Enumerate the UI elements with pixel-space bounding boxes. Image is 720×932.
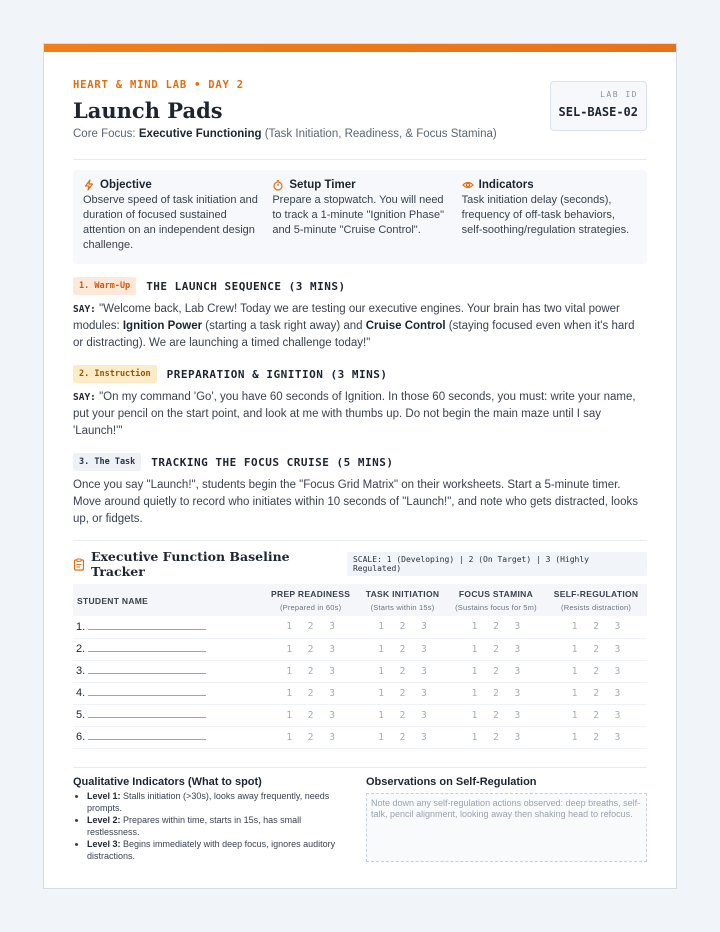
student-name-cell[interactable] <box>73 660 263 682</box>
objective-body: Observe speed of task initiation and duration of focused sustained attention on an independent design challenge. <box>83 194 258 251</box>
observations <box>366 776 647 863</box>
section-warm-up <box>73 277 647 352</box>
scale-legend: SCALE: 1 (Developing) | 2 (On Target) | 3 (Highly Regulated) <box>347 552 647 576</box>
section-text <box>73 301 647 352</box>
student-name-cell[interactable] <box>73 726 263 748</box>
section-instruction <box>73 365 647 440</box>
objective-card <box>83 179 258 255</box>
bold-run: Cruise Control <box>365 320 446 332</box>
kicker: HEART & MIND LAB • DAY 2 <box>73 79 244 91</box>
student-name-cell[interactable] <box>73 616 263 638</box>
score-cell[interactable]: 1 2 3 <box>358 638 447 660</box>
tracker-title: Executive Function Baseline Tracker <box>90 549 290 579</box>
score-cell[interactable]: 1 2 3 <box>545 704 647 726</box>
list-item <box>87 839 350 862</box>
score-cell[interactable]: 1 2 3 <box>263 682 358 704</box>
indicators-card <box>462 179 637 255</box>
score-cell[interactable]: 1 2 3 <box>447 660 545 682</box>
student-name-cell[interactable] <box>73 682 263 704</box>
info-panel <box>73 170 647 264</box>
section-title: TRACKING THE FOCUS CRUISE (5 MINS) <box>151 455 394 469</box>
level-text: Prepares within time, starts in 15s, has small restlessness. <box>87 815 302 837</box>
score-cell[interactable]: 1 2 3 <box>358 704 447 726</box>
observations-title: Observations on Self-Regulation <box>366 776 537 788</box>
column-header <box>545 584 647 616</box>
divider <box>73 540 647 541</box>
qualitative-title: Qualitative Indicators (What to spot) <box>73 776 262 788</box>
name-line[interactable] <box>88 665 206 674</box>
core-bold: Executive Functioning <box>138 128 262 140</box>
indicator-list <box>73 791 350 862</box>
page-title: Launch Pads <box>73 98 223 123</box>
row-number: 6. <box>76 731 86 743</box>
section-tag: 2. Instruction <box>73 365 157 383</box>
score-cell[interactable]: 1 2 3 <box>545 660 647 682</box>
qualitative-indicators <box>73 776 350 863</box>
column-label: PREP READINESS <box>271 589 351 599</box>
tracker-table <box>73 584 647 749</box>
table-row <box>73 638 647 660</box>
bottom-section <box>73 767 647 863</box>
setup-timer-title: Setup Timer <box>289 179 356 191</box>
setup-timer-card <box>272 179 447 255</box>
name-line[interactable] <box>88 687 206 696</box>
row-number: 1. <box>76 620 86 633</box>
section-tag: 1. Warm-Up <box>73 277 136 295</box>
section-task <box>73 453 647 528</box>
core-prefix: Core Focus: <box>73 128 139 140</box>
student-name-cell[interactable] <box>73 704 263 726</box>
column-sub: (Prepared in 60s) <box>279 603 342 612</box>
setup-timer-body: Prepare a stopwatch. You will need to track a 1-minute "Ignition Phase" and 5-minute "Cruise Control". <box>272 194 445 236</box>
clipboard-icon <box>73 558 85 571</box>
column-sub: (Resists distraction) <box>561 603 632 612</box>
section-title: PREPARATION & IGNITION (3 MINS) <box>166 367 388 381</box>
score-cell[interactable]: 1 2 3 <box>263 704 358 726</box>
lightning-icon <box>83 179 95 191</box>
level-text: Begins immediately with deep focus, ignores auditory distractions. <box>87 839 336 861</box>
score-cell[interactable]: 1 2 3 <box>263 638 358 660</box>
say-label: SAY: <box>73 304 96 315</box>
eye-icon <box>462 179 474 191</box>
column-label: TASK INITIATION <box>365 589 440 599</box>
score-cell[interactable]: 1 2 3 <box>263 660 358 682</box>
score-cell[interactable]: 1 2 3 <box>447 682 545 704</box>
column-sub: (Sustains focus for 5m) <box>455 603 537 612</box>
indicators-title: Indicators <box>478 179 534 191</box>
row-number: 3. <box>76 665 86 677</box>
section-text <box>73 389 647 440</box>
list-item <box>87 791 350 814</box>
score-cell[interactable]: 1 2 3 <box>358 726 447 748</box>
text-run: "Welcome back, Lab Crew! Today we are testing our executive engines. Your brain has two vital power modules: <box>73 303 620 332</box>
section-tag: 3. The Task <box>73 453 141 471</box>
name-line[interactable] <box>88 709 206 718</box>
lab-id-value: SEL-BASE-02 <box>558 105 638 119</box>
accent-bar <box>44 44 676 52</box>
score-cell[interactable]: 1 2 3 <box>358 682 447 704</box>
lab-id-box <box>550 81 647 131</box>
score-cell[interactable]: 1 2 3 <box>447 704 545 726</box>
score-cell[interactable]: 1 2 3 <box>545 616 647 638</box>
score-cell[interactable]: 1 2 3 <box>263 616 358 638</box>
level-label: Level 2: <box>87 815 121 825</box>
text-run: (starting a task right away) and <box>202 320 366 332</box>
score-cell[interactable]: 1 2 3 <box>545 682 647 704</box>
column-label: FOCUS STAMINA <box>458 589 534 599</box>
score-cell[interactable]: 1 2 3 <box>447 638 545 660</box>
lab-id-label: LAB ID <box>600 90 638 99</box>
name-line[interactable] <box>88 643 206 652</box>
column-sub: (Starts within 15s) <box>370 603 435 612</box>
column-header <box>358 584 447 616</box>
table-row <box>73 660 647 682</box>
column-header <box>447 584 545 616</box>
text-run: (staying focused even when it's hard or distracting). We are launching a timed challenge today!" <box>73 320 635 349</box>
table-header-row <box>73 584 647 616</box>
say-label: SAY: <box>73 392 96 403</box>
row-number: 2. <box>76 643 86 655</box>
score-cell[interactable]: 1 2 3 <box>545 726 647 748</box>
list-item <box>87 815 350 838</box>
score-cell[interactable]: 1 2 3 <box>447 726 545 748</box>
score-cell[interactable]: 1 2 3 <box>263 726 358 748</box>
column-header: STUDENT NAME <box>77 595 149 606</box>
section-text: Once you say "Launch!", students begin the "Focus Grid Matrix" on their worksheets. Start a 5-minute timer. Move around quietly to record who initiates within 10 seconds of "Launch!", and note who gets distracted, looks up, or fidgets. <box>73 479 638 525</box>
row-number: 5. <box>76 709 86 721</box>
objective-title: Objective <box>100 179 152 191</box>
level-text: Stalls initiation (>30s), looks away frequently, needs prompts. <box>87 791 330 813</box>
bold-run: Ignition Power <box>122 320 203 332</box>
table-row <box>73 616 647 638</box>
observations-field[interactable]: Note down any self-regulation actions observed: deep breaths, self-talk, pencil alignment, looking away then shaking head to refocus. <box>366 793 647 862</box>
level-label: Level 1: <box>87 791 121 801</box>
name-line[interactable] <box>88 731 206 740</box>
score-cell[interactable]: 1 2 3 <box>358 660 447 682</box>
table-row <box>73 726 647 748</box>
core-suffix: (Task Initiation, Readiness, & Focus Stamina) <box>261 128 497 140</box>
divider <box>73 159 647 160</box>
student-name-cell[interactable] <box>73 638 263 660</box>
name-line[interactable] <box>88 621 206 630</box>
level-label: Level 3: <box>87 839 121 849</box>
row-number: 4. <box>76 687 86 699</box>
header <box>44 52 676 164</box>
worksheet-page <box>43 43 677 889</box>
section-title: THE LAUNCH SEQUENCE (3 MINS) <box>146 279 346 293</box>
score-cell[interactable]: 1 2 3 <box>358 616 447 638</box>
tracker <box>73 549 647 749</box>
column-header <box>263 584 358 616</box>
column-label: SELF-REGULATION <box>553 589 639 599</box>
table-row <box>73 682 647 704</box>
table-row <box>73 704 647 726</box>
indicators-body: Task initiation delay (seconds), frequency of off-task behaviors, self-soothing/regulation strategies. <box>461 194 630 236</box>
score-cell[interactable]: 1 2 3 <box>447 616 545 638</box>
text-run: "On my command 'Go', you have 60 seconds of Ignition. In those 60 seconds, you must: write your name, put your pencil on the start point, and look at me with thumbs up. Do not begin the main maze until I say 'Launch!'" <box>73 391 636 437</box>
score-cell[interactable]: 1 2 3 <box>545 638 647 660</box>
timer-icon <box>272 179 284 191</box>
